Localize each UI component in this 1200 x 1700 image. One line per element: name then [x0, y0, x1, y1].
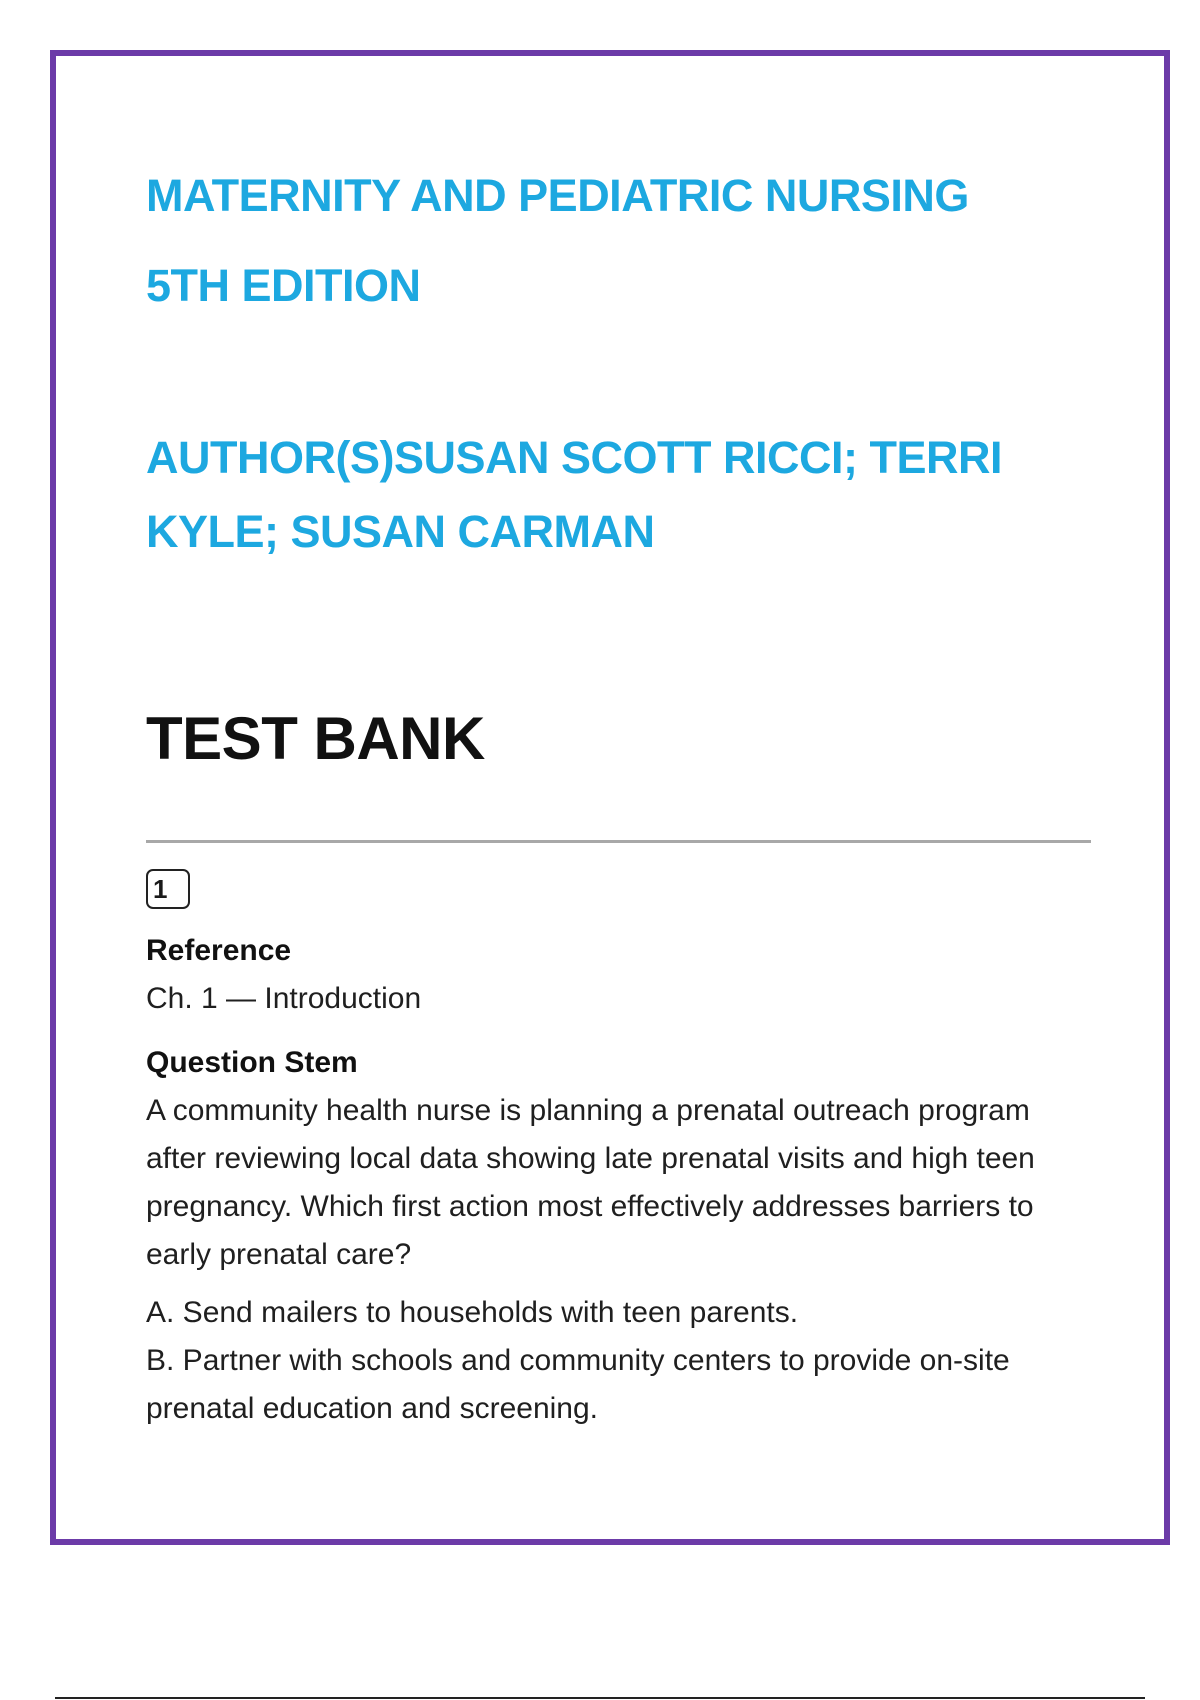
edition-label: 5TH EDITION: [146, 260, 421, 311]
page-frame: [50, 50, 1170, 1545]
page-bottom-rule: [55, 1697, 1145, 1699]
document-content: [146, 151, 1096, 1433]
reference-label: Reference: [146, 934, 292, 967]
reference-value: Ch. 1 — Introduction: [146, 982, 422, 1015]
section-divider: [146, 840, 1091, 843]
question-number-badge: 1: [146, 869, 190, 909]
authors-line: AUTHOR(S)SUSAN SCOTT RICCI; TERRI KYLE; SUSAN CARMAN: [146, 432, 1002, 557]
question-stem-text: A community health nurse is planning a prenatal outreach program after reviewing local data showing late prenatal visits and high teen pregnancy. Which first action most effectively addresses barriers to early prenatal care?: [146, 1094, 1035, 1271]
answer-option-b: B. Partner with schools and community centers to provide on-site prenatal education and screening.: [146, 1344, 1010, 1425]
answer-options: [146, 1289, 1091, 1433]
answer-option-a: A. Send mailers to households with teen parents.: [146, 1296, 799, 1329]
book-title: MATERNITY AND PEDIATRIC NURSING: [146, 170, 969, 221]
test-bank-heading: TEST BANK: [146, 705, 485, 772]
question-stem-label: Question Stem: [146, 1046, 358, 1079]
